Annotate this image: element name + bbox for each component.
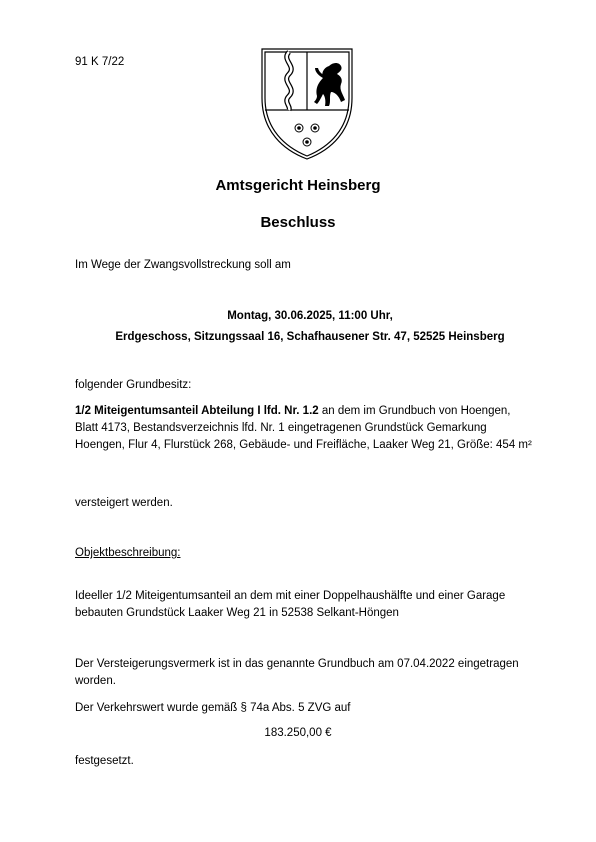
- property-details: an dem im Grundbuch von Hoengen, Blatt 4173, Bestandsverzeichnis lfd. Nr. 1 eingetragenen Grundstück Gemarkung Hoengen, Flur 4, Flurstück 268, Gebäude- und Freifläche, Laaker Weg 21, Größe: 454 m²: [75, 405, 532, 451]
- document-title: Beschluss: [260, 214, 336, 231]
- nrw-coat-of-arms-icon: [259, 46, 355, 162]
- object-description: Ideeller 1/2 Miteigentumsanteil an dem mit einer Doppelhaushälfte und einer Garage bebauten Grundstück Laaker Weg 21 in 52538 Selkant-Höngen: [75, 590, 506, 619]
- court-name: Amtsgericht Heinsberg: [215, 177, 381, 194]
- object-heading: Objektbeschreibung:: [75, 547, 181, 559]
- property-label: folgender Grundbesitz:: [75, 379, 192, 391]
- auction-date-time: Montag, 30.06.2025, 11:00 Uhr,: [227, 310, 393, 322]
- intro-text: Im Wege der Zwangsvollstreckung soll am: [75, 259, 291, 271]
- property-description: [75, 403, 535, 454]
- market-value: 183.250,00 €: [264, 727, 332, 739]
- case-reference: 91 K 7/22: [75, 56, 125, 68]
- closing-text: festgesetzt.: [75, 755, 134, 767]
- value-text: Der Verkehrswert wurde gemäß § 74a Abs. 5 ZVG auf: [75, 702, 351, 714]
- auction-text: versteigert werden.: [75, 497, 173, 509]
- auction-location: Erdgeschoss, Sitzungssaal 16, Schafhausener Str. 47, 52525 Heinsberg: [115, 331, 505, 343]
- registration-text: Der Versteigerungsvermerk ist in das genannte Grundbuch am 07.04.2022 eingetragen worden.: [75, 658, 519, 687]
- property-share: 1/2 Miteigentumsanteil Abteilung I lfd. Nr. 1.2: [75, 405, 319, 417]
